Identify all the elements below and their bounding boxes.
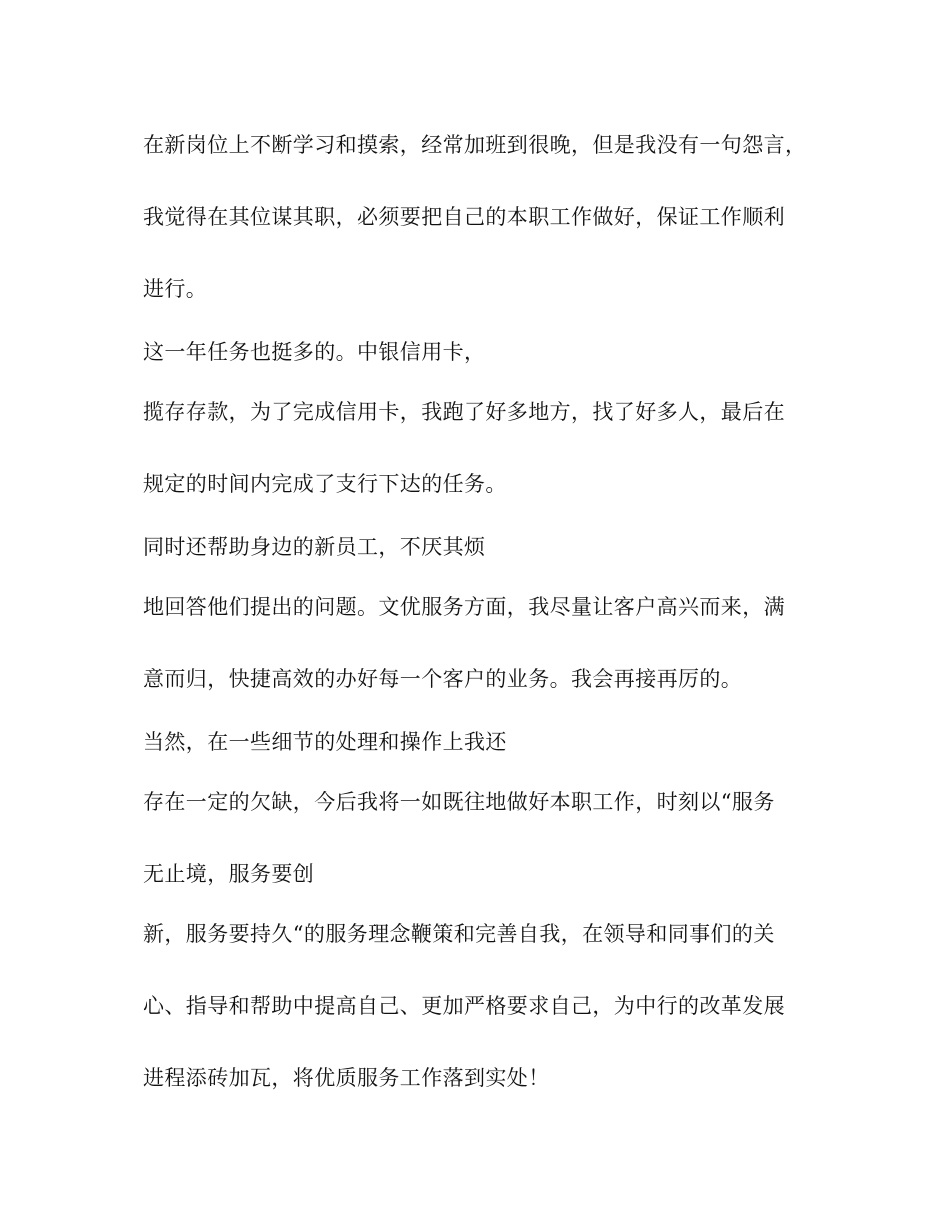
text-line: 无止境，服务要创	[143, 862, 315, 886]
text-line: 存在一定的欠缺，今后我将一如既往地做好本职工作，时刻以“服务	[143, 790, 775, 814]
text-line: 意而归，快捷高效的办好每一个客户的业务。我会再接再厉的。	[143, 667, 743, 691]
text-line: 在新岗位上不断学习和摸索，经常加班到很晚，但是我没有一句怨言，	[143, 133, 807, 157]
text-line: 这一年任务也挺多的。中银信用卡，	[143, 340, 486, 364]
text-line: 同时还帮助身边的新员工，不厌其烦	[143, 535, 486, 559]
text-line: 新，服务要持久“的服务理念鞭策和完善自我，在领导和同事们的关	[143, 922, 775, 946]
text-line: 揽存存款，为了完成信用卡，我跑了好多地方，找了好多人，最后在	[143, 400, 785, 424]
text-line: 规定的时间内完成了支行下达的任务。	[143, 472, 507, 496]
text-line: 地回答他们提出的问题。文优服务方面，我尽量让客户高兴而来，满	[143, 595, 785, 619]
text-line: 当然，在一些细节的处理和操作上我还	[143, 730, 507, 754]
text-line: 心、指导和帮助中提高自己、更加严格要求自己，为中行的改革发展	[143, 994, 785, 1018]
text-line: 进行。	[143, 277, 208, 301]
text-line: 进程添砖加瓦，将优质服务工作落到实处！	[143, 1066, 550, 1090]
text-line: 我觉得在其位谋其职，必须要把自己的本职工作做好，保证工作顺利	[143, 205, 785, 229]
